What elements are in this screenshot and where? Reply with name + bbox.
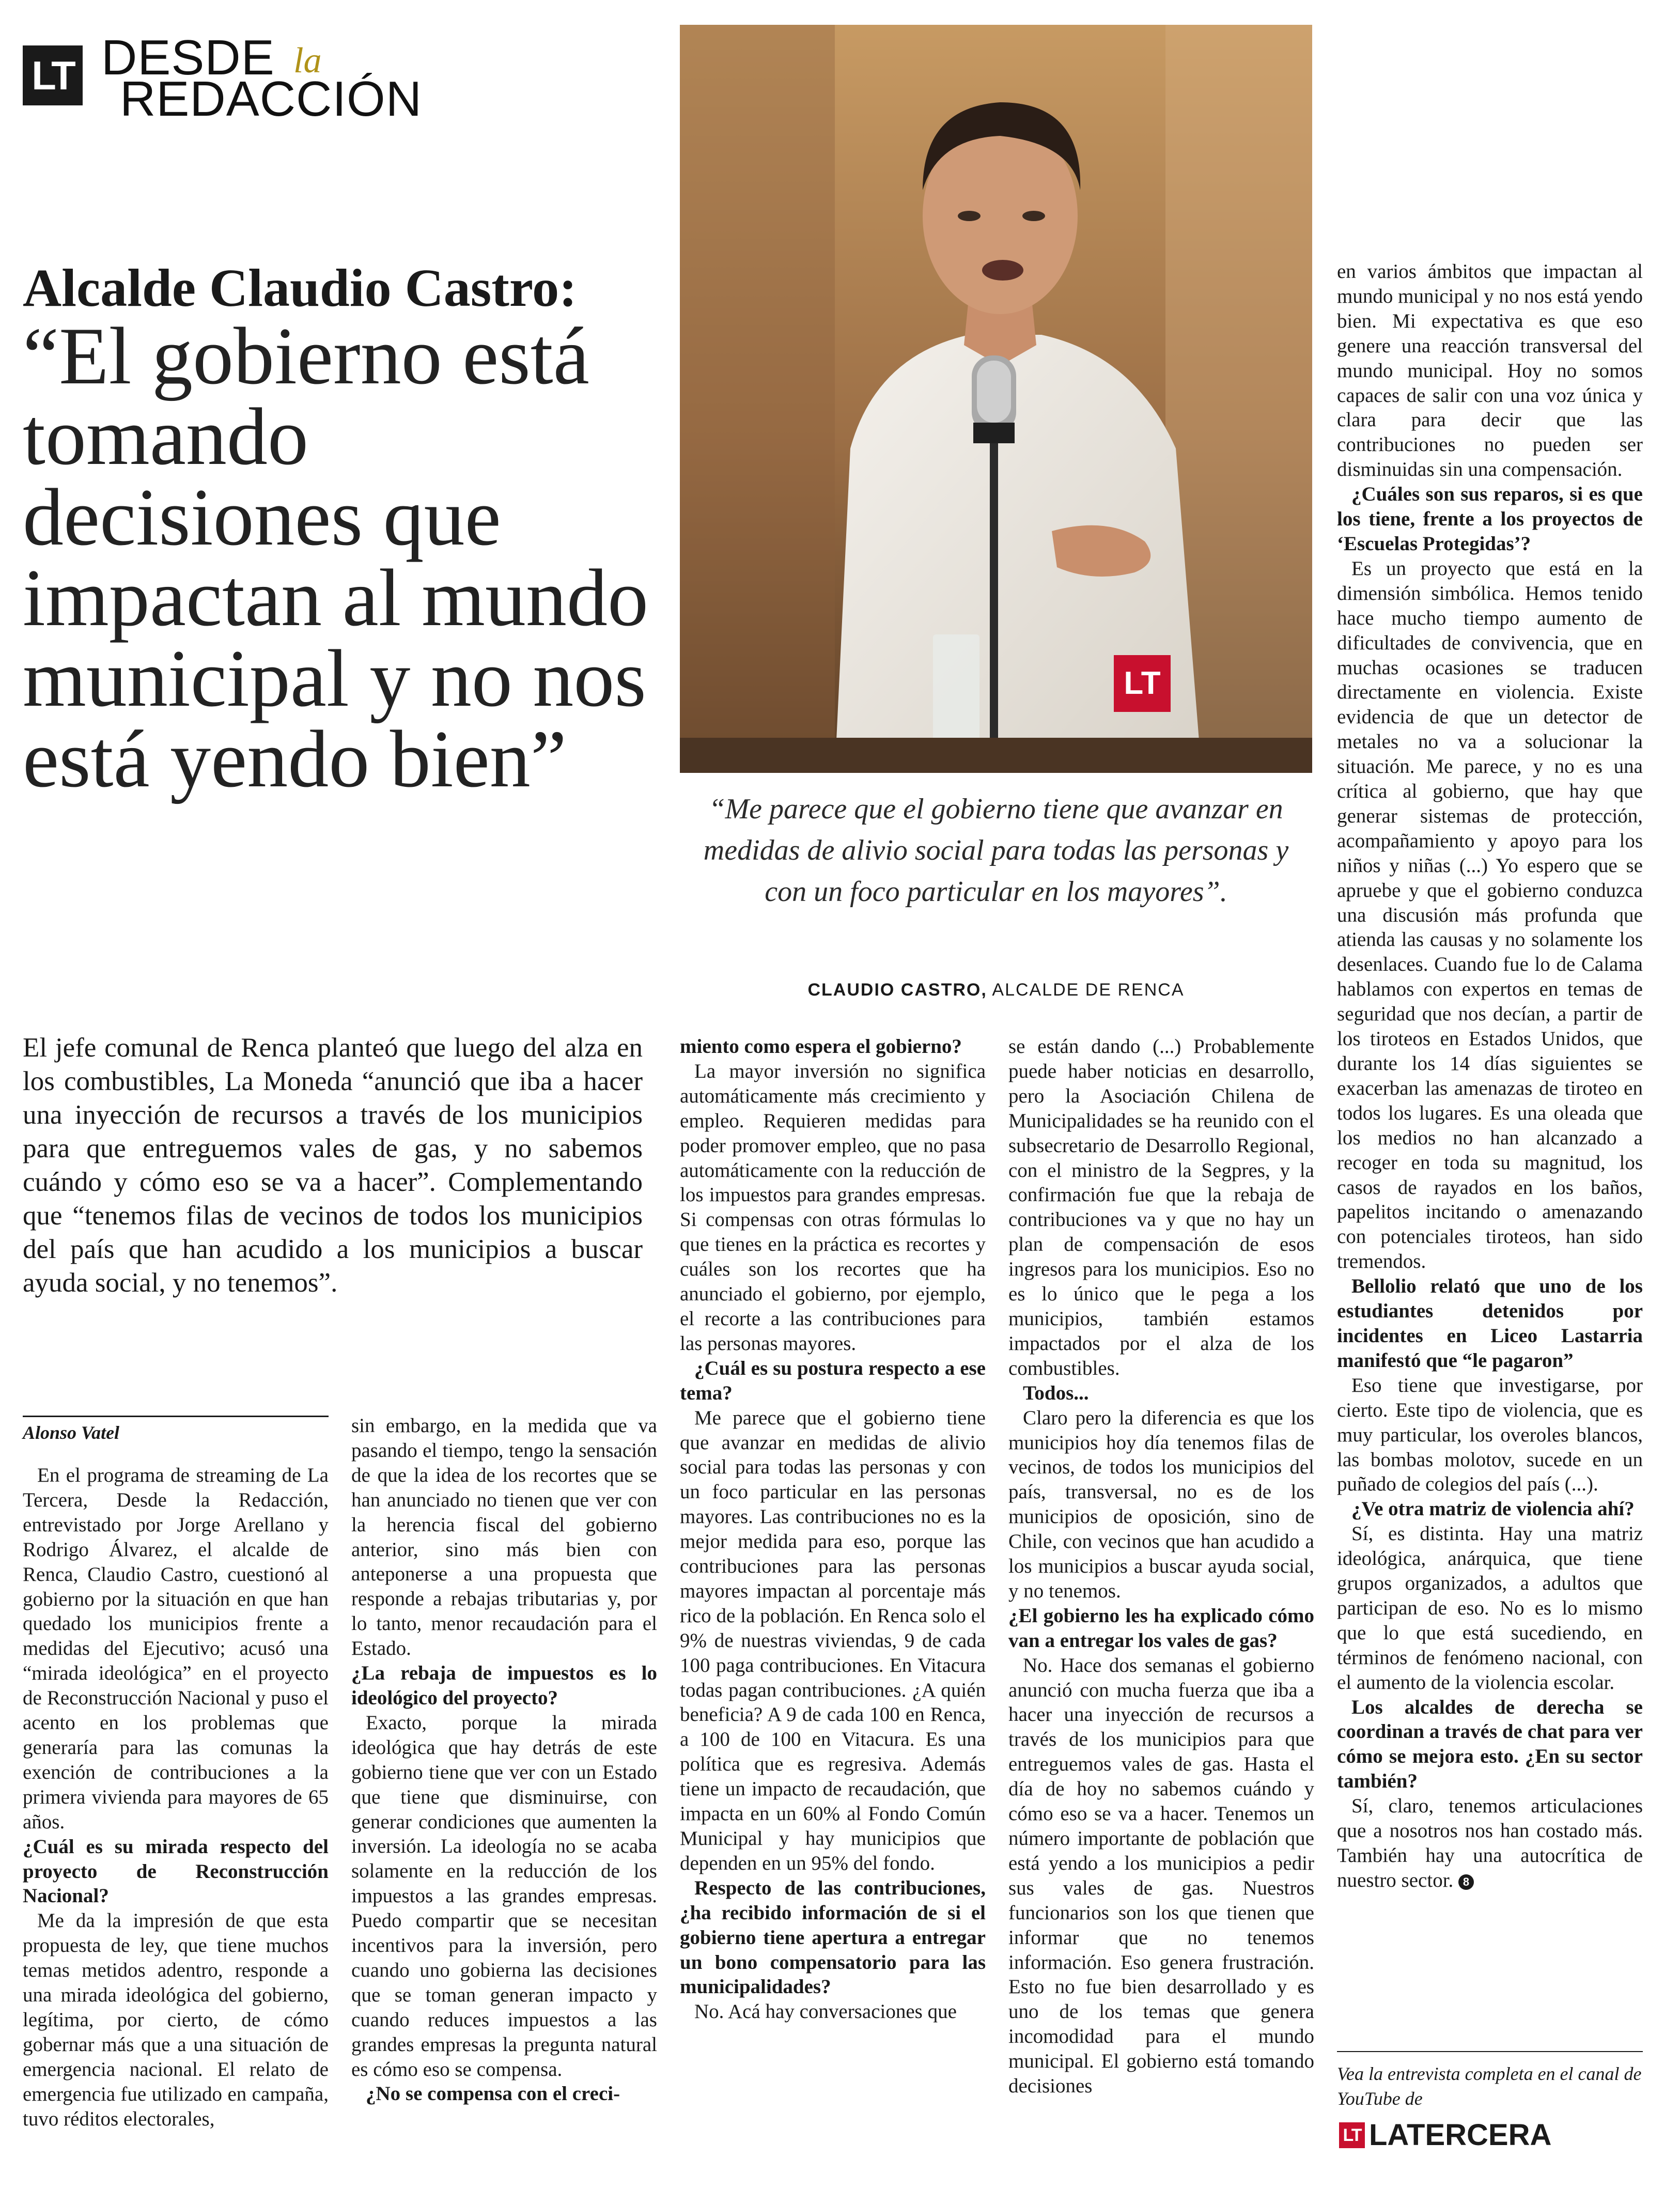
latercera-logo-text: LATERCERA: [1369, 2118, 1552, 2152]
article-paragraph: sin embargo, en la medida que va pasando el tiempo, tengo la sensación de que la idea de los recortes que se han anunciado no tienen que ver con la herencia fiscal del gobierno anterior, sino más bien con anteponerse a una propuesta que responde a rebajas tributarias y, por lo tanto, menor recaudación para el Estado.: [351, 1415, 657, 1660]
article-column-5: [1337, 259, 1643, 1893]
article-paragraph: Sí, es distinta. Hay una matriz ideológica, anárquica, que tiene grupos organizados, a adultos que participan de eso. No es lo mismo que lo que está sucediendo, en términos de fenómeno nacional, con el aumento de la violencia escolar.: [1337, 1523, 1643, 1694]
article-paragraph: No. Acá hay conversaciones que: [694, 2000, 957, 2023]
interview-photo: [680, 25, 1312, 773]
interview-question: Bellolio relató que uno de los estudiantes detenidos por incidentes en Liceo Lastarria manifestó que “le pagaron”: [1337, 1275, 1643, 1372]
article-column-1: [23, 1463, 329, 2131]
footer-youtube-note: Vea la entrevista completa en el canal de YouTube de: [1337, 2063, 1642, 2109]
interview-question: ¿Cuál es su mirada respecto del proyecto de Reconstrucción Nacional?: [23, 1835, 329, 1907]
lt-logo: LT: [23, 45, 83, 105]
author-byline: Alonso Vatel: [23, 1416, 329, 1445]
photo-caption-quote: “Me parece que el gobierno tiene que avanzar en medidas de alivio social para todas las personas y con un foco particular en los mayores”.: [703, 793, 1289, 908]
interview-question: Respecto de las contribuciones, ¿ha recibido información de si el gobierno tiene apertura a entregar un bono compensatorio para las municipalidades?: [680, 1876, 986, 1998]
interview-question: Los alcaldes de derecha se coordinan a través de chat para ver cómo se mejora esto. ¿En su sector también?: [1337, 1696, 1643, 1793]
interview-question: ¿No se compensa con el creci-: [366, 2083, 620, 2105]
interview-question: miento como espera el gobierno?: [680, 1035, 962, 1058]
article-paragraph: Es un proyecto que está en la dimensión simbólica. Hemos tenido hace mucho tiempo aumento de dificultades de convivencia, que en muchas ocasiones se traducen directamente en violencia. Existe evidencia de que un detector de metales no va a solucionar la situación. Me parece, y no es una crítica al gobierno, que hay que generar sistemas de protección, acompañamiento y apoyo para los niños y niñas (...) Yo espero que se apruebe y que el gobierno conduzca una discusión más profunda que atienda las causas y no solamente los desenlaces. Cuando fue lo de Calama hablamos con expertos en temas de seguridad que nos decían, a partir de los tiroteos en Estados Unidos, que durante los 14 días siguientes se exacerban las amenazas de tiroteo en todos los lugares. Es una oleada que los medios no han alcanzado a recoger en toda su magnitud, los casos de rayados en los baños, papelitos incitando o amenazando con potenciales tiroteos, han sido tremendos.: [1337, 557, 1643, 1273]
latercera-logo-mark: LT: [1339, 2122, 1365, 2148]
end-of-article-mark: 8: [1458, 1874, 1474, 1890]
interview-question: ¿Cuáles son sus reparos, si es que los tiene, frente a los proyectos de ‘Escuelas Protegidas’?: [1337, 483, 1643, 555]
photo-caption-credit: [680, 979, 1312, 1001]
interview-question: ¿La rebaja de impuestos es lo ideológico del proyecto?: [351, 1662, 657, 1709]
article-paragraph: Me da la impresión de que esta propuesta de ley, que tiene muchos temas metidos adentro, responde a una mirada ideológica del gobierno, legítima, por cierto, de cómo gobernar más que a una situación de emergencia nacional. El relato de emergencia fue utilizado en campaña, tuvo réditos electorales,: [23, 1909, 329, 2130]
headline-kicker: Alcalde Claudio Castro:: [23, 258, 577, 318]
section-title-la: la: [293, 41, 322, 81]
interview-question: ¿Cuál es su postura respecto a ese tema?: [680, 1357, 986, 1404]
article-deck: El jefe comunal de Renca planteó que luego del alza en los combustibles, La Moneda “anunció que iba a hacer una inyección de recursos a través de los municipios para que entreguemos vales de gas, y no sabemos cuándo y cómo eso se va a hacer”. Complementando que “tenemos filas de vecinos de todos los municipios del país que han acudido a los municipios a buscar ayuda social, y no tenemos”.: [23, 1033, 643, 1298]
article-paragraph: Claro pero la diferencia es que los municipios hoy día tenemos filas de vecinos, de todos los municipios del país, transversal, no es de los municipios de oposición, sino de Chile, con vecinos que han acudido a los municipios a buscar ayuda social, y no tenemos.: [1008, 1406, 1314, 1602]
article-column-2: [351, 1414, 657, 2106]
section-title-desde: DESDE: [101, 30, 275, 85]
article-paragraph: La mayor inversión no significa automáticamente más crecimiento y empleo. Requieren medidas para poder promover empleo, que no pasa automáticamente con la reducción de los impuestos para grandes empresas. Si compensas con otras fórmulas lo que tienes en la práctica es recortes y cuáles son los recortes que ha anunciado el gobierno, por ejemplo, el recorte a las contribuciones para las personas mayores.: [680, 1060, 986, 1355]
article-paragraph: se están dando (...) Probablemente puede haber noticias en desarrollo, pero la Asociación Chilena de Municipalidades se ha reunido con el subsecretario de Desarrollo Regional, con el ministro de la Segpres, y la confirmación fue que la rebaja de contribuciones va y que no hay un plan de compensación de esos ingresos para los municipios. Eso no es lo único que le pega a los municipios, también estamos impactados por el alza de los combustibles.: [1008, 1035, 1314, 1379]
article-paragraph: Exacto, porque la mirada ideológica que hay detrás de este gobierno tiene que ver con un Estado que tiene que disminuirse, con generar condiciones que aumenten la inversión. La ideología no se acaba solamente en la reducción de los impuestos a las grandes empresas. Puedo compartir que se necesitan incentivos para la inversión, pero cuando uno gobierna las decisiones que se toman generan impacto y cuando reduces impuestos a las grandes empresas la pregunta natural es cómo eso se compensa.: [351, 1711, 657, 2080]
section-title-redaccion: REDACCIÓN: [120, 71, 423, 127]
interview-question: ¿El gobierno les ha explicado cómo van a entregar los vales de gas?: [1008, 1604, 1314, 1652]
caption-role: ALCALDE DE RENCA: [992, 980, 1185, 1000]
footer-divider: [1337, 2051, 1643, 2052]
article-paragraph: Eso tiene que investigarse, por cierto. Este tipo de violencia, que es muy particular, los overoles blancos, las bombas molotov, sucede en un puñado de colegios del país (...).: [1337, 1374, 1643, 1496]
headline-quote: “El gobierno está tomando decisiones que impactan al mundo municipal y no nos está yendo bien”: [23, 311, 648, 804]
article-paragraph: en varios ámbitos que impactan al mundo municipal y no nos está yendo bien. Mi expectativa es que eso genere una reacción transversal del mundo municipal. Hoy no somos capaces de salir con una voz única y clara para decir que las contribuciones no pueden ser disminuidas sin una compensación.: [1337, 260, 1643, 481]
article-column-4: [1008, 1034, 1314, 2099]
article-paragraph: No. Hace dos semanas el gobierno anunció con mucha fuerza que iba a hacer una inyección de recursos a través de los municipios para que entreguemos vales de gas. Hasta el día de hoy no sabemos cuándo y cómo eso se va a hacer. Tenemos un número importante de población que está yendo a los municipios a pedir sus vales de gas. Nuestros funcionarios son los que tienen que informar que no tenemos información. Eso genera frustración. Esto no fue bien desarrollado y es uno de los temas que genera incomodidad para el mundo municipal. El gobierno está tomando decisiones: [1008, 1654, 1314, 2098]
article-paragraph: En el programa de streaming de La Tercera, Desde la Redacción, entrevistado por Jorge Arellano y Rodrigo Álvarez, el alcalde de Renca, Claudio Castro, cuestionó al gobierno por la situación en que han quedado los municipios frente a medidas del Ejecutivo; acusó una “mirada ideológica” en el proyecto de Reconstrucción Nacional y puso el acento en los problemas que generaría para las comunas la exención de contribuciones a la primera vivienda para mayores de 65 años.: [23, 1464, 329, 1833]
photo-illustration: [680, 25, 1312, 773]
mic-flag-logo: LT: [1124, 665, 1161, 701]
caption-name: CLAUDIO CASTRO,: [807, 980, 987, 1000]
article-paragraph: Me parece que el gobierno tiene que avanzar en medidas de alivio social para todas las personas y con un foco particular en las personas mayores. Las contribuciones no es la mejor medida para eso, porque las contribuciones para las personas mayores impactan al porcentaje más rico de la población. En Renca solo el 9% de nuestras viviendas, 9 de cada 100 paga contribuciones. En Vitacura todas pagan contribuciones. ¿A quién beneficia? A 9 de cada 100 en Renca, a 100 de 100 en Vitacura. Es una política que es regresiva. Además tiene un impacto de recaudación, que impacta en un 60% al Fondo Común Municipal y hay municipios que dependen en un 95% del fondo.: [680, 1406, 986, 1874]
article-paragraph: Sí, claro, tenemos articulaciones que a nosotros nos han costado más. También hay una autocrítica de nuestro sector. 8: [1337, 1795, 1643, 1891]
interview-question: Todos...: [1023, 1381, 1089, 1404]
article-column-3: [680, 1034, 986, 2024]
interview-question: ¿Ve otra matriz de violencia ahí?: [1351, 1498, 1635, 1520]
